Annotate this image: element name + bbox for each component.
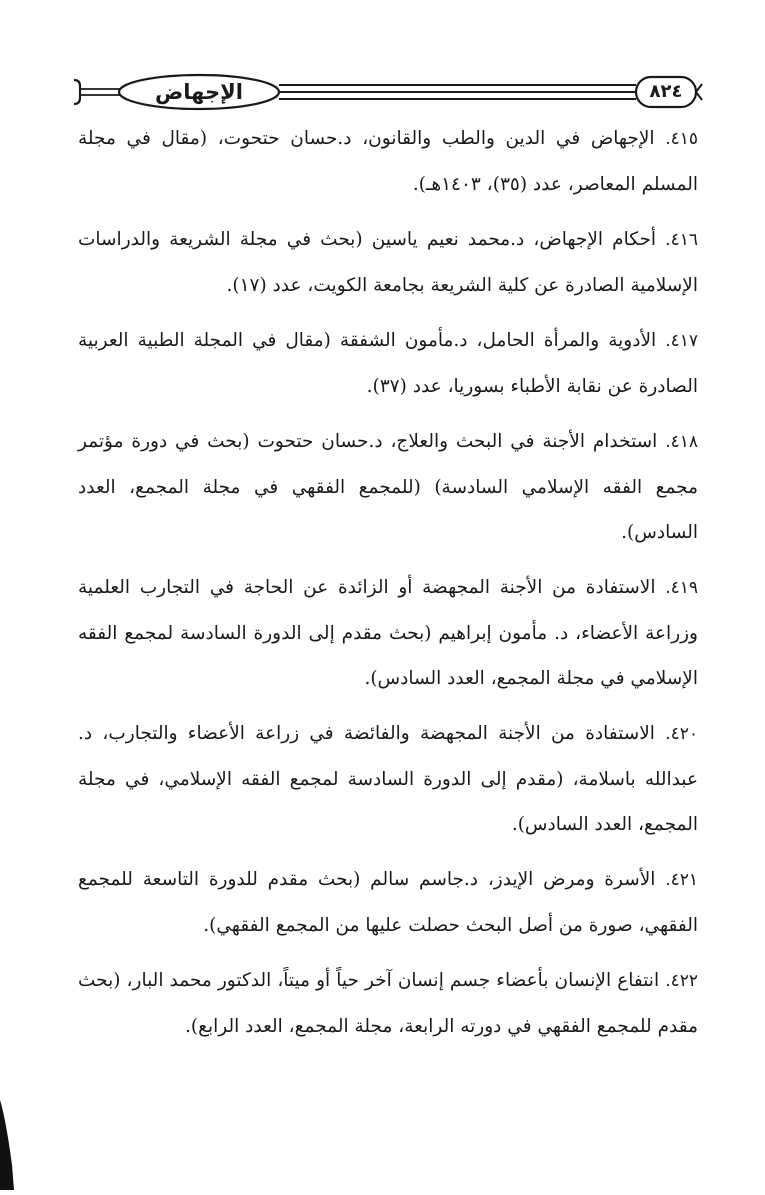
entry-text: الأسرة ومرض الإيدز، د.جاسم سالم (بحث مقدم للدورة التاسعة للمجمع الفقهي، صورة من أصل البحث حصلت عليها من المجمع الفقهي).	[78, 869, 698, 936]
page-number: ٨٢٤	[649, 81, 683, 102]
running-header	[70, 70, 705, 114]
entry-text: أحكام الإجهاض، د.محمد نعيم ياسين (بحث في مجلة الشريعة والدراسات الإسلامية الصادرة عن كلية الشريعة بجامعة الكويت، عدد (١٧).	[78, 229, 698, 296]
entry-number: ٤٢١.	[665, 870, 698, 890]
entry-text: استخدام الأجنة في البحث والعلاج، د.حسان حتحوت (بحث في دورة مؤتمر مجمع الفقه الإسلامي السادسة) (للمجمع الفقهي في مجلة المجمع، العدد السادس).	[78, 431, 698, 543]
bibliography-entry	[78, 711, 698, 847]
bibliography-entry	[78, 565, 698, 701]
entry-number: ٤٢٠.	[665, 724, 698, 744]
entry-number: ٤١٩.	[665, 578, 698, 598]
entry-number: ٤٢٢.	[665, 971, 699, 991]
bibliography-entry	[78, 958, 698, 1049]
entry-text: الإجهاض في الدين والطب والقانون، د.حسان حتحوت، (مقال في مجلة المسلم المعاصر، عدد (٣٥)، ١٤٠٣هـ).	[78, 128, 698, 195]
scan-edge-shadow	[0, 1080, 16, 1190]
entry-text: انتفاع الإنسان بأعضاء جسم إنسان آخر حياً أو ميتاً، الدكتور محمد البار، (بحث مقدم للمجمع الفقهي في دورته الرابعة، مجلة المجمع، العدد الرابع).	[78, 970, 698, 1037]
bibliography-entry	[78, 217, 698, 308]
entry-text: الأدوية والمرأة الحامل، د.مأمون الشفقة (مقال في المجلة الطبية العربية الصادرة عن نقابة الأطباء بسوريا، عدد (٣٧).	[78, 330, 698, 397]
entry-number: ٤١٦.	[665, 230, 698, 250]
header-title: الإجهاض	[155, 80, 243, 104]
bibliography-entry	[78, 419, 698, 555]
entry-number: ٤١٨.	[665, 432, 698, 452]
bibliography-entry	[78, 116, 698, 207]
bibliography-entry	[78, 318, 698, 409]
entry-text: الاستفادة من الأجنة المجهضة والفائضة في زراعة الأعضاء والتجارب، د. عبدالله باسلامة، (مقدم إلى الدورة السادسة لمجمع الفقه الإسلامي، في مجلة المجمع، العدد السادس).	[78, 723, 698, 835]
entry-text: الاستفادة من الأجنة المجهضة أو الزائدة عن الحاجة في التجارب العلمية وزراعة الأعضاء، د. مأمون إبراهيم (بحث مقدم إلى الدورة السادسة لمجمع الفقه الإسلامي في مجلة المجمع، العدد السادس).	[78, 577, 698, 689]
bibliography-list	[78, 116, 698, 1059]
entry-number: ٤١٥.	[665, 129, 698, 149]
bibliography-entry	[78, 857, 698, 948]
entry-number: ٤١٧.	[665, 331, 698, 351]
